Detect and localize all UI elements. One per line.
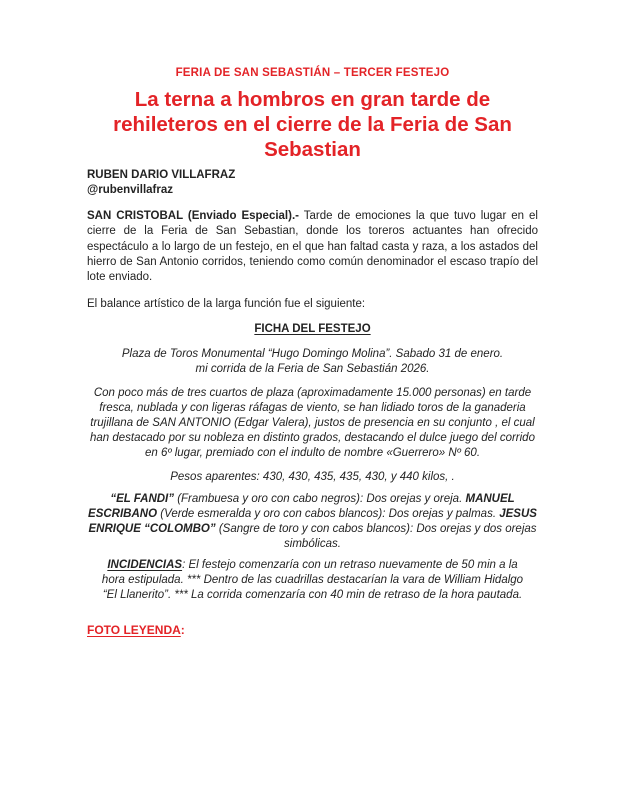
kicker-heading: FERIA DE SAN SEBASTIÁN – TERCER FESTEJO (175, 67, 450, 79)
byline-author-name: RUBEN DARIO VILLAFRAZ (87, 169, 236, 181)
foto-leyenda-heading (87, 623, 538, 638)
foto-leyenda-label: FOTO LEYENDA (87, 623, 181, 638)
lead-paragraph (87, 209, 538, 285)
result-torero-name: JESUS ENRIQUE “COLOMBO” (88, 508, 537, 536)
lead-body-text: Tarde de emociones la que tuvo lugar en el cierre de la Feria de San Sebastian, donde los toreros actuantes han ofrecido espectáculo a lo largo de un festejo, en el que han faltad casta y raza, a los astados del hierro de San Antonio corridos, teniendo como común denominador el escaso trapío del lote enviado. (87, 210, 538, 284)
venue-block (87, 347, 538, 377)
byline-author-handle: @rubenvillafraz (87, 184, 173, 196)
byline (87, 168, 538, 198)
foto-leyenda-colon: : (180, 623, 185, 638)
ficha-heading: FICHA DEL FESTEJO (254, 323, 371, 336)
result-line (110, 493, 465, 505)
article-title: La terna a hombros en gran tarde de rehileteros en el cierre de la Feria de San Sebastian (113, 88, 512, 161)
result-torero-detail: (Frambuesa y oro con cabo negros): Dos orejas y oreja. (174, 493, 463, 506)
results-block (87, 492, 538, 552)
balance-line: El balance artístico de la larga función fue el siguiente: (87, 298, 366, 311)
venue-line-1: Plaza de Toros Monumental “Hugo Domingo Molina”. Sabado 31 de enero. (121, 348, 504, 361)
result-torero-name: MANUEL ESCRIBANO (88, 493, 515, 521)
incidencias-text: : El festejo comenzaría con un retraso nuevamente de 50 min a la hora estipulada. *** Dentro de las cuadrillas destacarían la vara de William Hidalgo “El Llanerito”. *** La corrida comenzaría con 40 min de retraso de la hora pautada. (101, 559, 524, 602)
result-torero-name: “EL FANDI” (110, 493, 174, 506)
ficha-heading-row (87, 322, 538, 337)
lead-dateline: SAN CRISTOBAL (Enviado Especial).- (87, 210, 299, 222)
incidencias-paragraph (87, 558, 538, 603)
venue-line-2: mi corrida de la Feria de San Sebastián 2026. (195, 363, 430, 376)
result-torero-detail: (Verde esmeralda y oro con cabos blancos): Dos orejas y palmas. (157, 508, 497, 521)
incidencias-label: INCIDENCIAS (107, 559, 183, 572)
crowd-paragraph: Con poco más de tres cuartos de plaza (aproximadamente 15.000 personas) en tarde fresca, nublada y con ligeras ráfagas de viento, se han lidiado toros de la ganaderia trujillana de SAN ANTONIO (Edgar Valera), justos de presencia en su conjunto , el cual han destacado por su nobleza en distinto grados, destacando el dulce juego del corrido en 6º lugar, premiado con el indulto de nombre «Guerrero» Nº 60. (90, 387, 535, 460)
weights-line: Pesos aparentes: 430, 430, 435, 435, 430, y 440 kilos, . (170, 471, 455, 484)
result-torero-detail: (Sangre de toro y con cabos blancos): Dos orejas y dos orejas simbólicas. (215, 523, 537, 551)
